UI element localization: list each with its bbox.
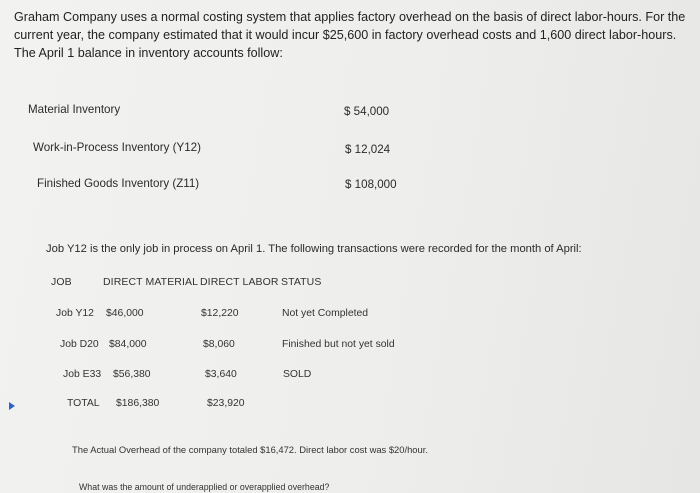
wip-inventory-label: Work-in-Process Inventory (Y12) xyxy=(33,141,201,154)
finished-goods-label: Finished Goods Inventory (Z11) xyxy=(37,177,200,190)
actual-overhead-note: The Actual Overhead of the company totaled $16,472. Direct labor cost was $20/hour. xyxy=(72,444,428,455)
question-text: What was the amount of underapplied or overapplied overhead? xyxy=(79,482,330,492)
total-labor: $23,920 xyxy=(207,398,245,409)
row-status: Not yet Completed xyxy=(282,308,369,319)
header-direct-labor: DIRECT LABOR xyxy=(200,276,279,288)
job-intro-text: Job Y12 is the only job in process on April 1. The following transactions were recorded for the month of April: xyxy=(46,243,582,255)
row-job: Job Y12 xyxy=(56,308,94,319)
material-inventory-label: Material Inventory xyxy=(28,103,121,116)
total-label: TOTAL xyxy=(67,398,100,409)
header-status: STATUS xyxy=(281,276,322,288)
row-status: SOLD xyxy=(283,369,312,380)
header-direct-material: DIRECT MATERIAL xyxy=(103,276,199,288)
row-material: $56,380 xyxy=(113,369,151,380)
row-labor: $8,060 xyxy=(203,339,235,350)
row-labor: $3,640 xyxy=(205,369,237,380)
row-job: Job E33 xyxy=(63,369,102,380)
intro-paragraph: Graham Company uses a normal costing system that applies factory overhead on the basis of direct labor-hours. For the current year, the company estimated that it would incur $25,600 in factory overhead costs and 1,600 direct labor-hours. The April 1 balance in inventory accounts follow: xyxy=(14,10,686,60)
material-inventory-value: $ 54,000 xyxy=(344,105,390,118)
play-marker-icon[interactable] xyxy=(9,402,15,410)
wip-inventory-value: $ 12,024 xyxy=(345,143,391,156)
total-material: $186,380 xyxy=(116,398,160,409)
row-job: Job D20 xyxy=(60,339,99,350)
row-status: Finished but not yet sold xyxy=(282,339,395,350)
header-job: JOB xyxy=(51,276,72,288)
row-material: $84,000 xyxy=(109,339,147,350)
row-material: $46,000 xyxy=(106,308,144,319)
row-labor: $12,220 xyxy=(201,308,239,319)
finished-goods-value: $ 108,000 xyxy=(345,178,397,191)
